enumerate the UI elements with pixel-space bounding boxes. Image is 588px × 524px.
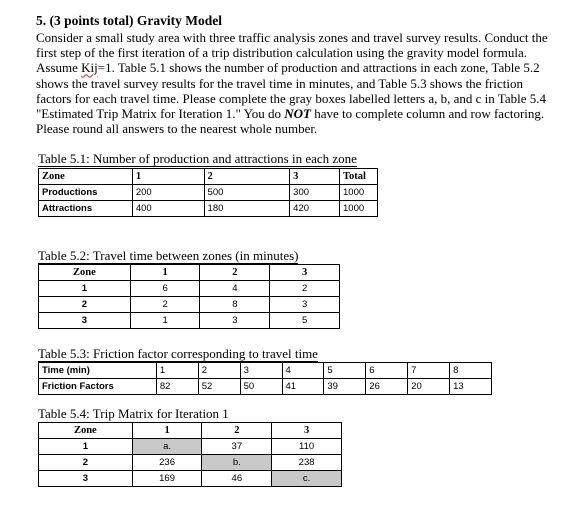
table2-header-cell: 2 [200,265,270,281]
table2-header-cell: 3 [270,265,340,281]
table3-cell: 7 [408,363,450,379]
table3-cell: 2 [198,363,240,379]
table4-row [39,471,342,487]
table4-cell: 236 [132,455,202,471]
table2-row [39,281,340,297]
table3-cell: 1 [156,363,198,379]
question-text [36,30,556,136]
table3-cell: 82 [156,379,198,395]
question-text-part-1: Consider a small study area with three traffic analysis zones and travel survey results. Conduct the first step of the first iteration of a trip distribution calculation using the gravity model formula. Assume [36,30,548,76]
table4-cell: 238 [272,455,342,471]
table3-friction-factors [38,362,492,395]
emphasis-not: NOT [284,106,311,122]
table2-header-cell: 1 [130,265,200,281]
table4-caption: Table 5.4: Trip Matrix for Iteration 1 [38,406,229,421]
table1-header-cell: 2 [204,169,290,185]
table4-cell: 3 [39,471,133,487]
table3-cell: 5 [324,363,366,379]
table3-cell: 13 [450,379,492,395]
table2-travel-time [38,264,340,329]
table2-cell: 3 [39,313,131,329]
table2-caption: Table 5.2: Travel time between zones (in minutes) [38,248,299,263]
table1-header-row [39,169,378,185]
answer-box-b[interactable]: b. [202,455,272,471]
table3-row-friction [39,379,492,395]
table4-cell: 46 [202,471,272,487]
table1-cell: 180 [204,201,290,217]
table4-row [39,439,342,455]
table1-cell: 1000 [340,185,378,201]
table4-row [39,455,342,471]
table2-cell: 2 [39,297,131,313]
table4-cell: 1 [39,439,133,455]
table2-cell: 3 [270,297,340,313]
table1-cell: 400 [132,201,204,217]
answer-box-c[interactable]: c. [272,471,342,487]
table3-cell: 50 [240,379,282,395]
table3-cell: 8 [450,363,492,379]
question-text-part-3: have to complete column and row factoring. Please round all answers to the nearest whole number. [36,106,545,137]
table2-cell: 2 [130,297,200,313]
table3-cell: Time (min) [39,363,157,379]
table2-cell: 2 [270,281,340,297]
table1-caption: Table 5.1: Number of production and attractions in each zone [38,151,357,166]
table3-cell: Friction Factors [39,379,157,395]
table3-cell: 20 [408,379,450,395]
answer-box-a[interactable]: a. [132,439,202,455]
table4-cell: 2 [39,455,133,471]
table3-cell: 3 [240,363,282,379]
table1-cell: Attractions [39,201,133,217]
table1-header-cell: Zone [39,169,133,185]
table1-header-cell: 1 [132,169,204,185]
table3-cell: 39 [324,379,366,395]
table1-row-attractions [39,201,378,217]
table4-header-row [39,423,342,439]
table1-productions-attractions [38,168,378,217]
table4-header-cell: Zone [39,423,133,439]
question-text-part-2: =1. Table 5.1 shows the number of production and attractions in each zone, Table 5.2 shows the travel survey results for the travel time in minutes, and Table 5.3 shows the friction factors for each travel time. Please complete the gray boxes labelled letters a, b, and c in Table 5.4 "Estimated Trip Matrix for Iteration 1." You do [36,60,546,122]
table3-cell: 6 [366,363,408,379]
table1-cell: 1000 [340,201,378,217]
table3-cell: 52 [198,379,240,395]
question-title: 5. (3 points total) Gravity Model [36,13,222,28]
table3-cell: 4 [282,363,324,379]
table2-cell: 8 [200,297,270,313]
table1-cell: 500 [204,185,290,201]
k-symbol: Kij [81,60,98,76]
table1-header-cell: 3 [290,169,340,185]
table4-header-cell: 2 [202,423,272,439]
table2-header-cell: Zone [39,265,131,281]
table3-cell: 41 [282,379,324,395]
table2-cell: 1 [39,281,131,297]
table2-cell: 6 [130,281,200,297]
table2-cell: 5 [270,313,340,329]
table2-row [39,297,340,313]
table4-cell: 37 [202,439,272,455]
table2-row [39,313,340,329]
question-block [36,10,556,136]
table3-cell: 26 [366,379,408,395]
table3-row-time [39,363,492,379]
table4-header-cell: 1 [132,423,202,439]
table2-cell: 4 [200,281,270,297]
table2-cell: 3 [200,313,270,329]
table1-cell: Productions [39,185,133,201]
table2-header-row [39,265,340,281]
table4-header-cell: 3 [272,423,342,439]
table2-cell: 1 [130,313,200,329]
table1-cell: 200 [132,185,204,201]
table3-caption: Table 5.3: Friction factor corresponding to travel time [38,346,318,361]
table4-trip-matrix [38,422,342,487]
table1-header-cell: Total [340,169,378,185]
table4-cell: 169 [132,471,202,487]
table1-row-productions [39,185,378,201]
table1-cell: 300 [290,185,340,201]
table4-cell: 110 [272,439,342,455]
table1-cell: 420 [290,201,340,217]
